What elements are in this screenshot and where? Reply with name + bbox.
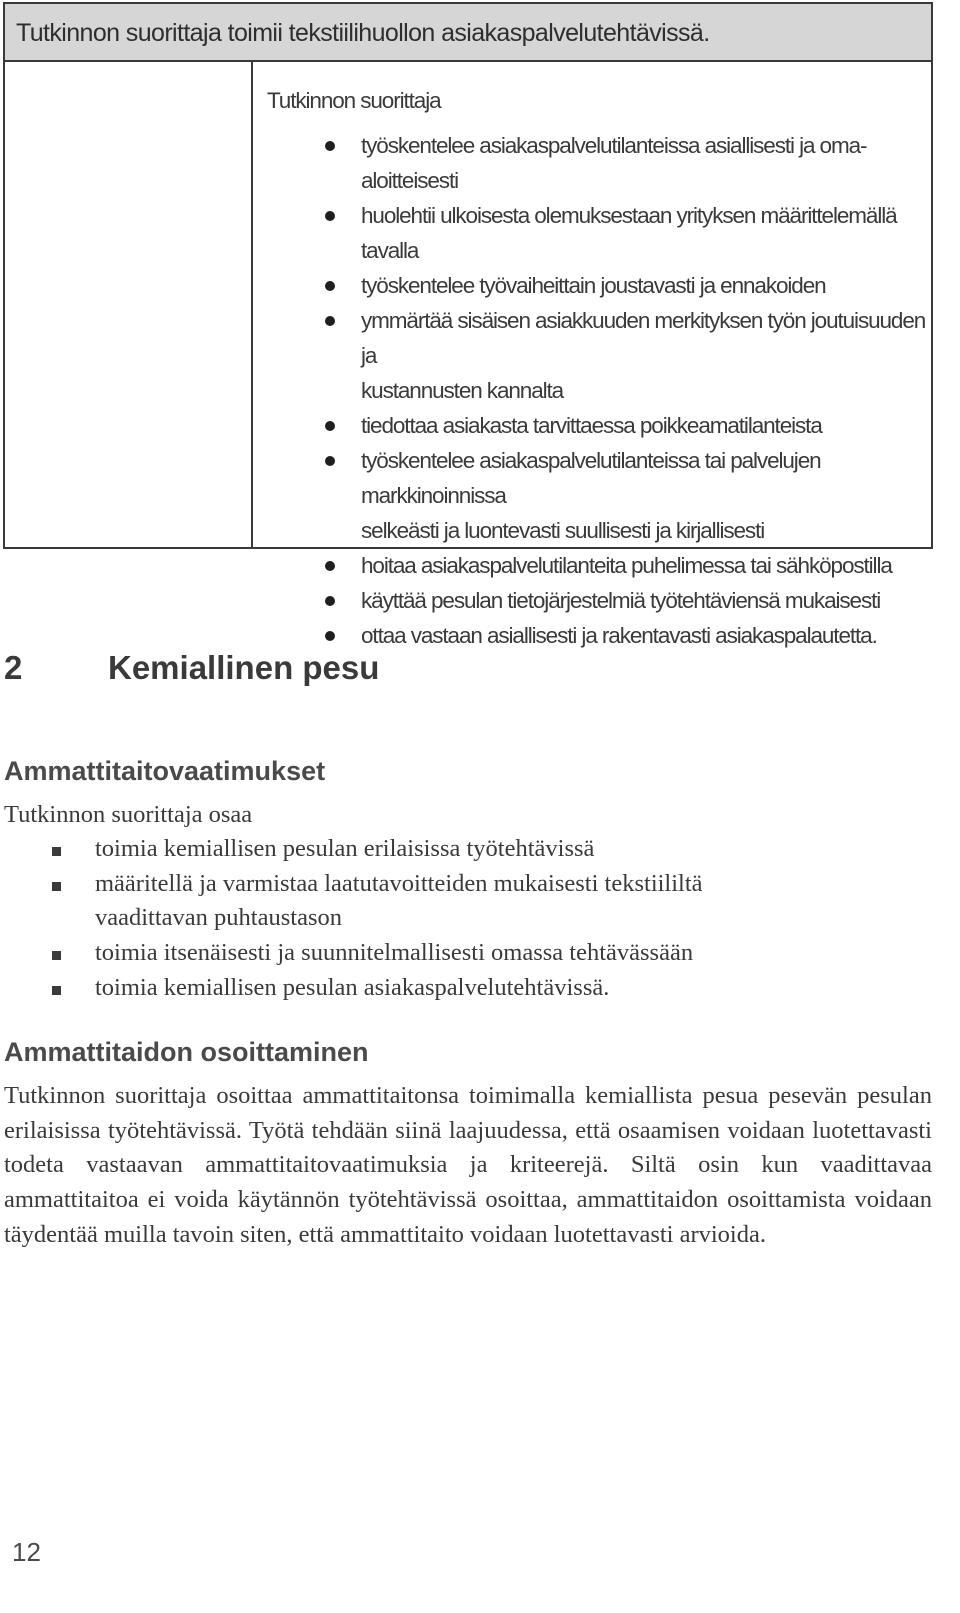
list-item	[4, 832, 884, 867]
list-item	[4, 867, 884, 936]
list-item	[315, 303, 935, 408]
list-item	[315, 128, 935, 198]
table-criteria-cell	[253, 62, 931, 648]
section-title	[4, 645, 379, 691]
list-item-text-continued: kustannusten kannalta	[361, 378, 564, 403]
list-item	[315, 408, 935, 443]
list-item-text: työskentelee työvaiheittain joustavasti ja ennakoiden	[361, 273, 826, 298]
list-item-text: toimia itsenäisesti ja suunnitelmallisesti omassa tehtävässään	[95, 939, 694, 967]
bullet-icon	[325, 561, 335, 571]
demonstration-heading: Ammattitaidon osoittaminen	[4, 1037, 369, 1067]
requirements-heading: Ammattitaitovaatimukset	[4, 756, 326, 786]
bullet-icon	[325, 141, 335, 151]
square-bullet-icon	[52, 847, 61, 856]
criteria-table	[3, 2, 933, 648]
list-item-text: hoitaa asiakaspalvelutilanteita puhelimessa tai sähköpostilla	[361, 553, 892, 578]
list-item	[315, 443, 935, 548]
list-item-text: määritellä ja varmistaa laatutavoitteiden mukaisesti tekstiililtä	[95, 869, 703, 897]
list-item	[315, 618, 935, 653]
list-item	[315, 268, 935, 303]
bullet-icon	[325, 596, 335, 606]
bullet-icon	[325, 421, 335, 431]
bullet-icon	[325, 631, 335, 641]
list-item	[4, 971, 884, 1006]
criteria-list	[315, 128, 935, 653]
bullet-icon	[325, 211, 335, 221]
list-item-text: tiedottaa asiakasta tarvittaessa poikkeamatilanteista	[361, 413, 822, 438]
requirements-list	[4, 832, 884, 1006]
bullet-icon	[325, 456, 335, 466]
bullet-icon	[325, 281, 335, 291]
list-item-text: huolehtii ulkoisesta olemuksestaan yrityksen määrittelemällä tavalla	[361, 203, 897, 263]
list-item-text: käyttää pesulan tietojärjestelmiä työtehtäviensä mukaisesti	[361, 588, 881, 613]
section-title-text: Kemiallinen pesu	[108, 649, 380, 686]
list-item	[315, 548, 935, 583]
list-item-text-continued: selkeästi ja luontevasti suullisesti ja kirjallisesti	[361, 518, 765, 543]
list-item-text: ottaa vastaan asiallisesti ja rakentavasti asiakaspalautetta.	[361, 623, 877, 648]
list-item	[315, 583, 935, 618]
page-number: 12	[12, 1537, 41, 1567]
list-item-text: toimia kemiallisen pesulan asiakaspalvelutehtävissä.	[95, 973, 610, 1001]
bullet-icon	[325, 316, 335, 326]
list-item	[315, 198, 935, 268]
list-item-text-continued: vaadittavan puhtaustason	[95, 904, 342, 932]
table-header: Tutkinnon suorittaja toimii tekstiilihuollon asiakaspalvelutehtävissä.	[5, 4, 931, 62]
table-intro: Tutkinnon suorittaja	[267, 88, 441, 113]
list-item-text: toimia kemiallisen pesulan erilaisissa työtehtävissä	[95, 835, 595, 862]
square-bullet-icon	[52, 951, 61, 960]
requirements-intro: Tutkinnon suorittaja osaa	[4, 801, 253, 828]
list-item-text: työskentelee asiakaspalvelutilanteissa asiallisesti ja oma-aloitteisesti	[361, 133, 867, 193]
list-item-text: työskentelee asiakaspalvelutilanteissa tai palvelujen markkinoinnissa	[361, 448, 821, 508]
square-bullet-icon	[52, 882, 61, 891]
demonstration-paragraph: Tutkinnon suorittaja osoittaa ammattitaitonsa toimimalla kemiallista pesua pesevän pesulan erilaisissa työtehtävissä. Työtä tehdään siinä laajuudessa, että osaamisen voidaan luotettavasti todeta vastaavan ammattitaitovaatimuksia ja kriteerejä. Siltä osin kun vaadittavaa ammattitaitoa ei voida käytännön työtehtävissä osoittaa, ammattitaidon osoittamista voidaan täydentää muilla tavoin siten, että ammattitaito voidaan luotettavasti arvioida.	[4, 1082, 932, 1248]
section-number: 2	[4, 649, 23, 686]
square-bullet-icon	[52, 986, 61, 995]
list-item	[4, 936, 884, 971]
list-item-text: ymmärtää sisäisen asiakkuuden merkityksen työn joutuisuuden ja	[361, 308, 926, 368]
